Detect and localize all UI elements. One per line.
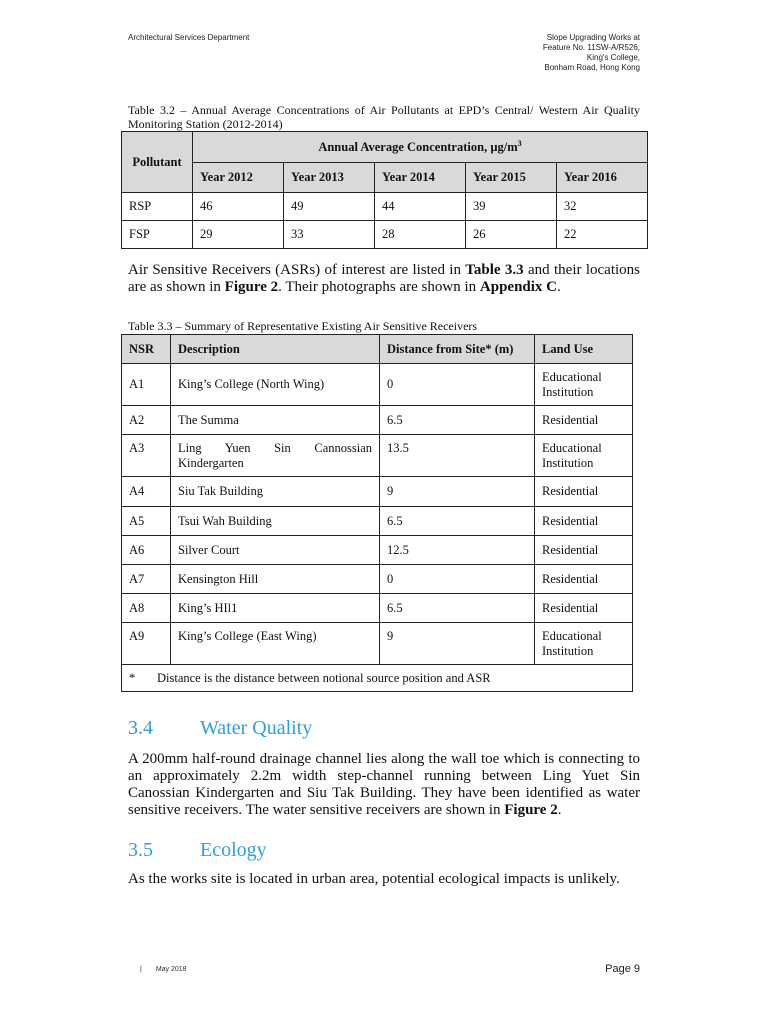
description-cell: King’s College (East Wing) <box>171 623 380 665</box>
description-cell: King’s HIl1 <box>171 594 380 623</box>
footer <box>140 966 187 973</box>
footer-date: May 2018 <box>155 966 187 973</box>
text-run: . <box>557 802 562 818</box>
nsr-cell: A4 <box>122 477 171 507</box>
pollutant-header: Pollutant <box>122 132 193 193</box>
table-row <box>122 364 633 406</box>
table-row <box>122 406 633 435</box>
asr-table <box>121 334 633 692</box>
value-cell: 29 <box>193 221 284 249</box>
table-row <box>122 507 633 536</box>
header-department: Architectural Services Department <box>128 33 250 42</box>
page-number: Page 9 <box>605 963 640 975</box>
distance-cell: 0 <box>380 565 535 594</box>
land-use-cell: Educational Institution <box>535 435 633 477</box>
water-quality-paragraph <box>128 751 640 819</box>
distance-header: Distance from Site* (m) <box>380 335 535 364</box>
table-row <box>122 623 633 665</box>
land-use-cell: Residential <box>535 477 633 507</box>
year-header: Year 2015 <box>466 163 557 193</box>
year-header: Year 2012 <box>193 163 284 193</box>
text-run: A 200mm half-round drainage channel lies along the wall toe which is connecting to an approximately 2.2m width step-channel running between Ling Yuet Sin Canossian Kindergarten and Siu Tak Building. They have been identified as water sensitive receivers. The water sensitive receivers are shown in <box>128 751 640 818</box>
text-run: Air Sensitive Receivers (ASRs) of interest are listed in <box>128 262 466 278</box>
distance-cell: 9 <box>380 477 535 507</box>
section-number: 3.4 <box>128 717 153 739</box>
concentration-header <box>193 132 648 163</box>
nsr-cell: A1 <box>122 364 171 406</box>
table-row <box>122 477 633 507</box>
table-ref: Table 3.3 <box>465 262 524 278</box>
figure-ref: Figure 2 <box>224 279 279 295</box>
value-cell: 46 <box>193 193 284 221</box>
nsr-cell: A9 <box>122 623 171 665</box>
value-cell: 32 <box>557 193 648 221</box>
distance-cell: 6.5 <box>380 594 535 623</box>
table-row <box>122 594 633 623</box>
land-use-cell: Residential <box>535 507 633 536</box>
asr-intro-paragraph <box>128 262 640 296</box>
land-use-cell: Residential <box>535 565 633 594</box>
distance-cell: 6.5 <box>380 406 535 435</box>
header-project-line: Slope Upgrading Works at <box>546 33 640 42</box>
year-header: Year 2016 <box>557 163 648 193</box>
nsr-cell: A5 <box>122 507 171 536</box>
nsr-cell: A7 <box>122 565 171 594</box>
distance-cell: 9 <box>380 623 535 665</box>
table-caption-3-2: Table 3.2 – Annual Average Concentrations of Air Pollutants at EPD’s Central/ Western Air Quality Monitoring Station (2012-2014) <box>128 103 640 131</box>
pollutant-cell: FSP <box>122 221 193 249</box>
table-footnote <box>122 665 633 692</box>
land-use-cell: Residential <box>535 406 633 435</box>
nsr-header: NSR <box>122 335 171 364</box>
distance-cell: 0 <box>380 364 535 406</box>
text-run: . Their photographs are shown in <box>278 279 480 295</box>
section-heading-water-quality <box>128 717 312 740</box>
header-project-line: Feature No. 11SW-A/R526, <box>542 43 640 52</box>
appendix-ref: Appendix C <box>479 279 558 295</box>
table-row <box>122 435 633 477</box>
nsr-cell: A3 <box>122 435 171 477</box>
nsr-cell: A8 <box>122 594 171 623</box>
header-project-line: Bonham Road, Hong Kong <box>544 63 640 72</box>
value-cell: 22 <box>557 221 648 249</box>
section-title: Ecology <box>200 839 267 861</box>
description-cell: Kensington Hill <box>171 565 380 594</box>
section-number: 3.5 <box>128 839 153 861</box>
section-title: Water Quality <box>200 717 313 739</box>
table-row <box>122 193 648 221</box>
land-use-cell: Educational Institution <box>535 623 633 665</box>
table-row <box>122 565 633 594</box>
description-cell: King’s College (North Wing) <box>171 364 380 406</box>
value-cell: 28 <box>375 221 466 249</box>
unit-superscript: 3 <box>517 138 522 148</box>
year-header: Year 2014 <box>375 163 466 193</box>
value-cell: 33 <box>284 221 375 249</box>
land-use-cell: Educational Institution <box>535 364 633 406</box>
footnote-text: Distance is the distance between notional source position and ASR <box>157 670 491 685</box>
footer-separator: | <box>140 966 142 973</box>
land-use-cell: Residential <box>535 594 633 623</box>
description-cell: Siu Tak Building <box>171 477 380 507</box>
value-cell: 44 <box>375 193 466 221</box>
description-header: Description <box>171 335 380 364</box>
nsr-cell: A6 <box>122 536 171 565</box>
description-cell: The Summa <box>171 406 380 435</box>
text-run: . <box>557 279 561 295</box>
air-pollutant-table <box>121 131 648 249</box>
year-header: Year 2013 <box>284 163 375 193</box>
footnote-mark: * <box>129 670 136 685</box>
value-cell: 26 <box>466 221 557 249</box>
value-cell: 39 <box>466 193 557 221</box>
description-cell: Ling Yuen Sin Cannossian Kindergarten <box>171 435 380 477</box>
table-footnote-row <box>122 665 633 692</box>
distance-cell: 12.5 <box>380 536 535 565</box>
nsr-cell: A2 <box>122 406 171 435</box>
concentration-header-text: Annual Average Concentration, µg/m <box>318 140 518 155</box>
table-caption-3-3: Table 3.3 – Summary of Representative Existing Air Sensitive Receivers <box>128 319 478 333</box>
table-row <box>122 536 633 565</box>
header-project-line: King's College, <box>586 53 640 62</box>
distance-cell: 13.5 <box>380 435 535 477</box>
header-project <box>440 33 640 73</box>
description-cell: Tsui Wah Building <box>171 507 380 536</box>
land-use-header: Land Use <box>535 335 633 364</box>
value-cell: 49 <box>284 193 375 221</box>
ecology-paragraph: As the works site is located in urban area, potential ecological impacts is unlikely. <box>128 871 620 887</box>
land-use-cell: Residential <box>535 536 633 565</box>
figure-ref: Figure 2 <box>504 802 558 818</box>
pollutant-cell: RSP <box>122 193 193 221</box>
section-heading-ecology <box>128 839 267 862</box>
distance-cell: 6.5 <box>380 507 535 536</box>
description-cell: Silver Court <box>171 536 380 565</box>
table-row <box>122 221 648 249</box>
text-run: and their locations are as shown in <box>128 262 640 295</box>
